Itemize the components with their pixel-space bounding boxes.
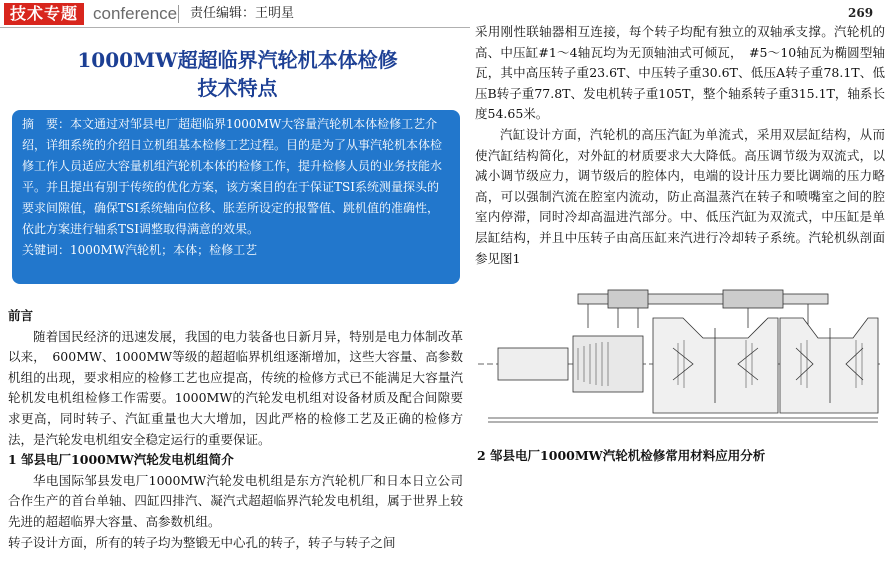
section-1-heading: 1 邹县电厂1000MW汽轮发电机组简介 xyxy=(8,452,234,468)
left-column xyxy=(8,306,463,553)
preface-paragraph: 随着国民经济的迅速发展，我国的电力装备也日新月异，特别是电力体制改革以来， 600MW、1000MW等级的超超临界机组逐渐增加，这些大容量、高参数机组的出现，要求相应的检修工艺也应提高，传统的检修方式已不能满足大容量汽轮机发电机组检修工作需要。1000MW的汽轮发电机组对设备材质及配合间隙要求更高，同时转子、汽缸重量也大大增加，因此严格的检修工艺及正确的检修方法，是汽轮发电机组安全稳定运行的重要保证。 xyxy=(8,328,463,447)
abstract-text: 摘 要：本文通过对邹县电厂超超临界1000MW大容量汽轮机本体检修工艺介绍，详细系统的介绍日立机组基本检修工艺过程。目的是为了从事汽轮机本体检修工作人员适应大容量机组汽轮机本体的检修工作，提升检修人员的业务技能水平。并且提出有别于传统的优化方案，该方案目的在于保证TSI系统测量探头的要求间隙值，确保TSI系统轴向位移、胀差所设定的报警值、跳机值的准确性，依此方案进行轴系TSI调整取得满意的效果。 xyxy=(22,117,443,236)
header-rule xyxy=(0,27,470,28)
section-tag-english: conference xyxy=(93,4,178,23)
section-2-heading: 2 邹县电厂1000MW汽轮机检修常用材料应用分析 xyxy=(477,448,766,463)
turbine-drawing xyxy=(478,288,883,428)
section-1-paragraph: 华电国际邹县发电厂1000MW汽轮发电机组是东方汽轮机厂和日本日立公司合作生产的首台单轴、四缸四排汽、凝汽式超超临界汽轮发电机组，属于世界上较先进的超超临界大容量、高参数机组。 xyxy=(8,472,463,529)
title-line-2: 技术特点 xyxy=(197,76,278,100)
preface-heading: 前言 xyxy=(8,308,34,323)
turbine-section-figure xyxy=(478,288,883,428)
page-number: 269 xyxy=(848,6,874,20)
section-1-paragraph-2: 转子设计方面，所有的转子均为整锻无中心孔的转子，转子与转子之间 xyxy=(8,534,396,550)
header-divider xyxy=(178,5,179,23)
right-paragraph-2: 汽缸设计方面，汽轮机的高压汽缸为单流式，采用双层缸结构，从而使汽缸结构简化，对外缸的材质要求大大降低。高压调节级为双流式，以减小调节级应力，调节级后的腔体内，电端的设计压力要比调端的压力略高，可以强制汽流在腔室内流动，防止高温蒸汽在转子和喷嘴室之间的腔室内停滞，同时冷却高温进汽部分。中、低压汽缸为双流式，中压缸是单层缸结构，并且中压转子由高压缸来汽进行冷却转子系统。汽轮机纵剖面参见图1 xyxy=(475,126,885,266)
title-line-1: 1000MW超超临界汽轮机本体检修 xyxy=(77,48,398,72)
abstract-box xyxy=(12,110,460,284)
editor-credit: 责任编辑：王明星 xyxy=(190,6,295,21)
keywords: 关键词：1000MW汽轮机；本体；检修工艺 xyxy=(22,243,258,257)
right-paragraph-1: 采用刚性联轴器相互连接，每个转子均配有独立的双轴承支撑。汽轮机的高、中压缸#1～4轴瓦均为无顶轴油式可倾瓦， #5～10轴瓦为椭圆型轴瓦，其中高压转子重23.6T、中压转子重30.6T、低压A转子重78.1T、低压B转子重77.8T、发电机转子重105T，整个轴系转子重315.1T，轴系长度54.65米。 xyxy=(475,24,885,122)
article-title xyxy=(10,46,465,102)
right-column xyxy=(475,22,885,269)
section-tag: 技术专题 xyxy=(4,3,84,25)
